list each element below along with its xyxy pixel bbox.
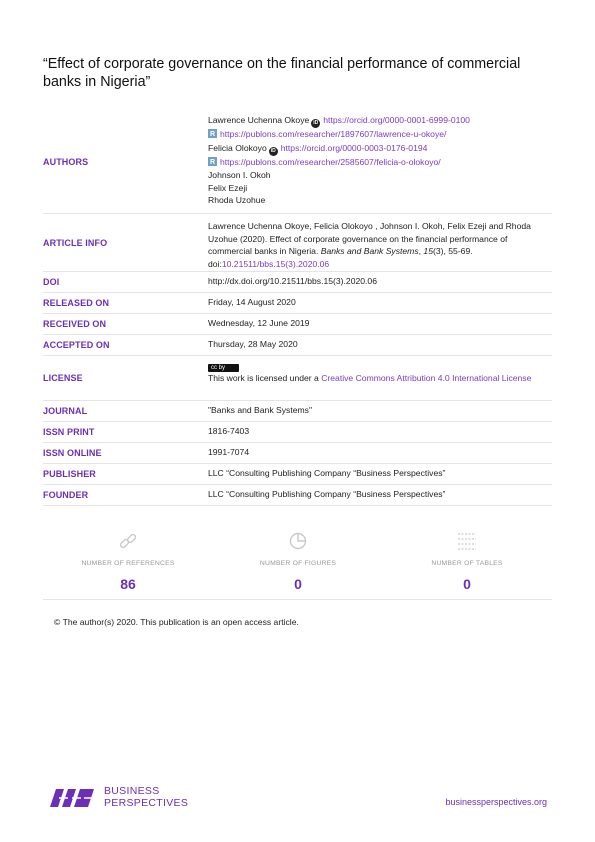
stat-label: NUMBER OF TABLES	[431, 560, 503, 567]
brand-line-2: PERSPECTIVES	[104, 797, 189, 809]
author-orcid-link[interactable]: https://orcid.org/0000-0001-6999-0100	[323, 115, 470, 125]
brand-line-1: BUSINESS	[104, 785, 160, 797]
stat-figures	[213, 506, 383, 592]
article-info-table	[43, 110, 552, 506]
released-row	[43, 293, 552, 314]
license-text: This work is licensed under a	[208, 373, 319, 383]
stat-tables	[382, 506, 552, 592]
journal-row	[43, 401, 552, 422]
doi-label: DOI	[43, 277, 60, 287]
issn-print-label: ISSN PRINT	[43, 427, 95, 437]
article-title: “Effect of corporate governance on the financial performance of commercial banks in Nigeria”	[43, 56, 521, 90]
citation-text: Lawrence Uchenna Okoye, Felicia Olokoyo , Johnson I. Okoh, Felix Ezeji and Rhoda Uzohue (2020). Effect of corporate governance on the financial performance of commercial banks in Nigeria.	[208, 221, 531, 256]
license-link[interactable]: Creative Commons Attribution 4.0 International License	[321, 373, 532, 383]
cc-by-badge: cc by	[208, 364, 239, 372]
pie-chart-icon	[213, 526, 383, 556]
svg-text:R: R	[209, 158, 216, 166]
license-label: LICENSE	[43, 373, 83, 383]
stats-section	[43, 506, 552, 600]
svg-text:R: R	[209, 131, 216, 138]
stat-label: NUMBER OF REFERENCES	[81, 560, 175, 567]
orcid-icon: iD	[270, 147, 276, 154]
publisher-value: LLC “Consulting Publishing Company “Business Perspectives”	[208, 468, 446, 478]
founder-label: FOUNDER	[43, 490, 89, 500]
issn-print-value: 1816-7403	[208, 426, 250, 436]
article-info-label: ARTICLE INFO	[43, 237, 108, 248]
accepted-label: ACCEPTED ON	[43, 340, 110, 350]
publons-icon	[208, 157, 217, 170]
publisher-row	[43, 464, 552, 485]
issn-online-label: ISSN ONLINE	[43, 448, 102, 458]
stat-value: 0	[294, 576, 302, 592]
article-info-row	[43, 214, 552, 272]
received-row	[43, 314, 552, 335]
table-icon	[382, 526, 552, 556]
citation-journal: Banks and Bank Systems	[320, 246, 419, 256]
issn-online-value: 1991-7074	[208, 447, 250, 457]
website-link[interactable]: businessperspectives.org	[445, 797, 547, 807]
doi-value: http://dx.doi.org/10.21511/bbs.15(3).2020.06	[208, 276, 377, 286]
publons-icon	[208, 129, 217, 142]
citation-volume: 15	[423, 246, 433, 256]
logo-mark-icon	[48, 785, 98, 809]
accepted-row	[43, 335, 552, 356]
authors-row	[43, 110, 552, 214]
stat-value: 0	[463, 576, 471, 592]
issn-print-row	[43, 422, 552, 443]
orcid-icon: iD	[313, 120, 319, 126]
journal-label: JOURNAL	[43, 406, 88, 416]
doi-row	[43, 272, 552, 293]
released-label: RELEASED ON	[43, 298, 110, 308]
stat-value: 86	[120, 576, 136, 592]
stat-label: NUMBER OF FIGURES	[259, 560, 337, 567]
citation-issue: (3),	[432, 246, 446, 256]
released-value: Friday, 14 August 2020	[208, 297, 296, 307]
received-value: Wednesday, 12 June 2019	[208, 318, 310, 328]
accepted-value: Thursday, 28 May 2020	[208, 339, 298, 349]
author-publons-link[interactable]: https://publons.com/researcher/1897607/lawrence-u-okoye/	[220, 129, 447, 139]
author-name: Lawrence Uchenna Okoye	[208, 115, 310, 125]
copyright-notice: © The author(s) 2020. This publication is an open access article.	[54, 617, 299, 627]
stat-references	[43, 506, 213, 592]
license-value	[208, 356, 552, 400]
citation-doi-link[interactable]: 10.21511/bbs.15(3).2020.06	[221, 258, 330, 269]
author-name: Felicia Olokoyo	[208, 142, 267, 153]
author-name: Rhoda Uzohue	[208, 195, 266, 205]
article-info-value: Lawrence Uchenna Okoye, Felicia Olokoyo , Johnson I. Okoh, Felix Ezeji and Rhoda Uzohue (2020). Effect of corporate governance on the financial performance of commercial banks in Nigeria. Banks and Bank Systems, 15(3), 55-69. doi:10.21511/bbs.15(3).2020.06	[208, 221, 531, 269]
founder-value: LLC “Consulting Publishing Company “Business Perspectives”	[208, 489, 446, 499]
brand-name	[104, 785, 188, 809]
publisher-label: PUBLISHER	[43, 469, 96, 479]
founder-row	[43, 485, 552, 506]
author-name: Felix Ezeji	[208, 182, 248, 193]
author-name: Johnson I. Okoh	[208, 170, 271, 180]
received-label: RECEIVED ON	[43, 319, 107, 329]
author-publons-link[interactable]: https://publons.com/researcher/2585607/felicia-o-olokoyo/	[220, 156, 441, 167]
citation-pages: 55-69. doi:	[208, 246, 473, 269]
link-icon	[43, 526, 213, 556]
journal-value: "Banks and Bank Systems"	[208, 405, 313, 415]
author-orcid-link[interactable]: https://orcid.org/0000-0003-0176-0194	[280, 142, 428, 153]
issn-online-row	[43, 443, 552, 464]
license-row	[43, 356, 552, 401]
authors-value	[208, 110, 552, 213]
authors-label: AUTHORS	[43, 156, 89, 167]
business-perspectives-logo	[48, 785, 188, 809]
